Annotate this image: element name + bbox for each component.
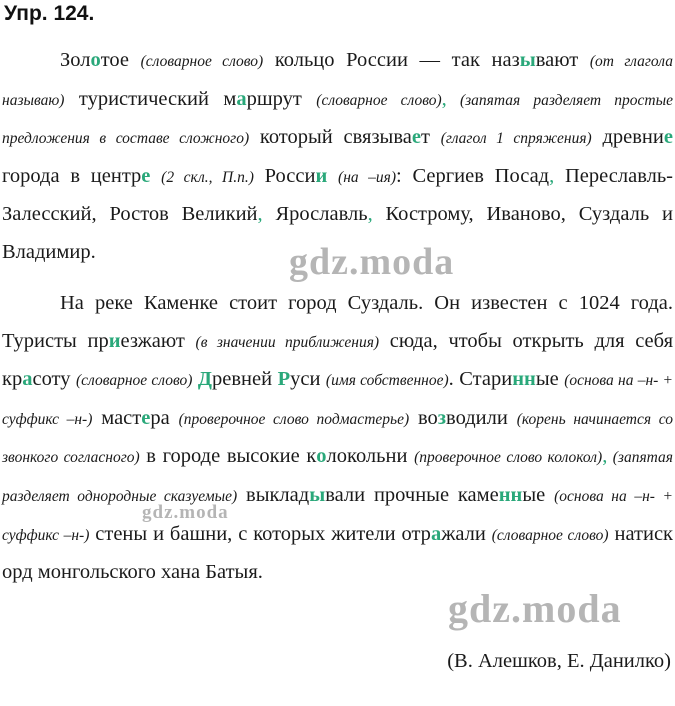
text-fragment: соту	[32, 368, 76, 391]
watermark-logo: gdz.moda	[448, 586, 622, 631]
grammar-note: (в значении приближения)	[195, 333, 380, 351]
grammar-note: (основа на –н- + суффикс –н-)	[2, 487, 674, 544]
highlighted-comma: ,	[367, 203, 373, 226]
highlighted-letter: Р	[277, 368, 291, 391]
watermark-logo: gdz.moda	[142, 502, 229, 523]
highlighted-letter: а	[236, 87, 247, 110]
watermark-logo: gdz.moda	[289, 241, 455, 283]
text-fragment: водили	[446, 406, 517, 429]
highlighted-letter: ы	[519, 49, 536, 71]
text-fragment: уси	[290, 368, 326, 391]
text-fragment: сюда, чтобы открыть для себя кр	[2, 329, 674, 391]
text-fragment: т	[420, 126, 441, 149]
text-fragment: ршрут	[246, 87, 317, 110]
text-fragment: Ярославль	[262, 203, 368, 226]
text-fragment: На реке Каменке стоит город Суздаль. Он известен с 1024 года. Туристы пр	[2, 292, 673, 352]
exercise-title: Упр. 124.	[4, 2, 95, 25]
highlighted-letter: и	[108, 329, 121, 352]
grammar-note: (словарное слово)	[316, 91, 442, 109]
grammar-note: (имя собственное)	[325, 372, 449, 390]
highlighted-letter: нн	[512, 368, 536, 391]
author-attribution: (В. Алешков, Е. Данилко)	[447, 650, 671, 672]
paragraph-1	[2, 42, 673, 272]
grammar-note: (словарное слово)	[75, 372, 193, 390]
grammar-note: (глагол 1 спряжения)	[440, 130, 592, 148]
highlighted-letter: е	[141, 164, 151, 187]
grammar-note: (словарное слово)	[140, 53, 264, 70]
text-fragment: : Сергиев Посад	[396, 164, 550, 187]
text-fragment	[150, 165, 161, 187]
text-fragment: стены и башни, с которых жители отр	[89, 522, 431, 545]
highlighted-letter: з	[437, 406, 447, 429]
highlighted-comma: ,	[602, 445, 608, 468]
highlighted-letter: е	[411, 126, 421, 149]
highlighted-letter: а	[22, 368, 33, 391]
highlighted-letter: е	[663, 126, 673, 149]
text-fragment: натиск орд монгольского хана Батыя.	[2, 522, 674, 584]
text-fragment: ревней	[212, 368, 278, 391]
highlighted-comma: ,	[441, 87, 447, 110]
text-fragment: езжают	[120, 329, 196, 352]
text-fragment: ра	[150, 406, 179, 429]
grammar-note: (запятая разделяет простые предложения в составе сложного)	[2, 91, 673, 148]
text-fragment: Переславль-Залесский, Ростов Великий	[2, 164, 674, 226]
grammar-note: (основа на –н- + суффикс –н-)	[2, 372, 673, 428]
highlighted-letter: о	[316, 445, 327, 468]
text-fragment: . Стари	[448, 368, 513, 391]
text-fragment: города в центр	[2, 164, 142, 187]
highlighted-letter: Д	[197, 368, 213, 391]
highlighted-comma: ,	[549, 164, 555, 187]
text-fragment: ые	[522, 483, 555, 506]
text-fragment: локольни	[326, 445, 415, 468]
grammar-note: (2 скл., П.п.)	[161, 168, 254, 186]
text-fragment: в городе высокие к	[139, 445, 317, 468]
text-fragment: Кострому, Иваново, Суздаль и Владимир.	[2, 203, 673, 263]
text-fragment: маст	[92, 406, 142, 429]
text-fragment: жали	[441, 522, 492, 545]
text-fragment: ые	[535, 368, 565, 391]
text-fragment: вают	[535, 49, 590, 71]
grammar-note: (корень начинается со звонкого согласного)	[2, 410, 673, 467]
text-fragment: тое	[100, 49, 141, 71]
highlighted-letter: ы	[309, 483, 326, 506]
highlighted-comma: ,	[257, 203, 263, 226]
text-fragment: который связыва	[249, 126, 412, 149]
grammar-note: (проверочное слово колокол)	[414, 449, 603, 467]
text-fragment: выклад	[237, 483, 310, 506]
text-fragment: во	[409, 406, 438, 429]
highlighted-letter: е	[141, 406, 151, 429]
highlighted-letter: а	[430, 522, 442, 545]
grammar-note: (на –ия)	[338, 168, 397, 186]
text-fragment: Зол	[60, 49, 91, 71]
text-fragment: Росси	[253, 164, 316, 187]
grammar-note: (словарное слово)	[491, 526, 609, 544]
grammar-note: (проверочное слово подмастерье)	[178, 410, 410, 428]
grammar-note: (от глагола называю)	[2, 53, 673, 109]
text-fragment: вали прочные каме	[325, 483, 499, 506]
grammar-note: (запятая разделяет однородные сказуемые)	[2, 449, 673, 505]
text-fragment: кольцо России — так наз	[263, 49, 520, 71]
paragraph-2	[2, 285, 673, 592]
text-fragment	[327, 165, 338, 187]
text-fragment: древни	[591, 126, 664, 149]
highlighted-letter: о	[90, 49, 101, 71]
highlighted-letter: и	[315, 164, 328, 187]
text-fragment: туристический м	[64, 87, 237, 110]
highlighted-letter: нн	[498, 483, 523, 506]
